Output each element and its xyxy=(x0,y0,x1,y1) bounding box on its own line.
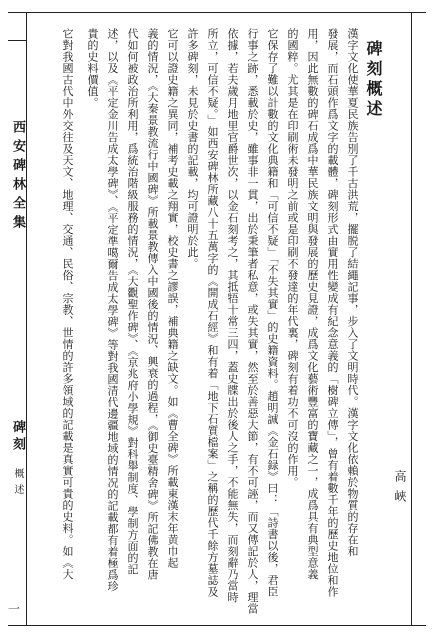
article-author: 高峽 xyxy=(393,470,407,510)
page-number: 一 xyxy=(8,602,21,616)
text-column: 它保存了難以計數的文化典籍和「可信不疑」「不失其實」的史籍資料。趙明誠《金石録》曰：「詩書以後，君臣 xyxy=(266,28,279,598)
text-column: 義的情況，《大秦景教流行中國碑》所載景教傳入中國後的情況、興衰的過程，《御史臺精舍碑》所記佛教在唐 xyxy=(146,28,159,581)
text-column: 用，因此無數的碑石成爲中華民族文明與發展的歷史見證，成爲文化藝術豐富的寶藏之一，成爲具有典型意義 xyxy=(306,28,319,580)
article-title: 碑刻概述 xyxy=(364,40,383,120)
title-rule xyxy=(411,12,412,626)
spine-header-rule xyxy=(8,40,26,41)
text-column: 它對我國古代中外交往及天文、地理、交通、民俗、宗教、世情的許多領域的記載是真實可貴的史料。如《大 xyxy=(61,28,74,580)
book-title-spine: 西安碑林全集 xyxy=(10,120,25,234)
text-column: 的國粹。尤其是在印刷術未發明之前或是印刷不發達的年代裏，碑刻有着功不可沒的作用。 xyxy=(286,28,299,488)
text-column: 發展，而石頭作爲文字的載體，碑刻形式由實用性變成有紀念意義的「樹碑立傳」，曾有着數千年的歷史地位和作 xyxy=(326,28,339,598)
text-column: 代如何被政治所利用，爲統治階級服務的情況，《大觀聖作碑》、《京兆府小學規》對科舉制度、學制方面的記 xyxy=(126,28,139,575)
text-column: 它可以證史籍之異同，補考史載之翔實，校史書之謬誤，補典籍之缺文。如《曹全碑》所載東漢末年黄巾起 xyxy=(166,28,179,569)
text-column: 依據，若夫歲月地里官爵世次，以金石刻考之，其抵牾十常三四，蓋史牒出於後人之手，不能無失，而刻辭乃當時 xyxy=(226,28,239,603)
section-title-spine: 碑刻 xyxy=(10,420,25,454)
text-column: 行事之跡，悉載於史，雖事非一貫，出於秉筆者私意，或失其實，然至於善惡大節，有不可誣，而又傳記於人，理當 xyxy=(246,28,259,615)
bottom-border xyxy=(8,625,426,626)
text-column: 許多碑刻，未見於史書的記載，均可證明於此。 xyxy=(186,28,199,270)
text-column: 述，以及《平定金川告成太學碑》、《平定準噶爾告成太學碑》等對我國清代邊疆地域的情况的記載都有着極爲珍 xyxy=(106,28,119,592)
section-sub-spine: 概述 xyxy=(12,468,23,500)
text-column: 貴的史料價值。 xyxy=(86,28,99,109)
top-border xyxy=(8,12,426,13)
text-column: 漢字文化使華夏民族告別了千古洪荒，擺脱了結繩記事，步入了文明時代。漢字文化依賴於物質的存在和 xyxy=(346,28,359,557)
text-column: 所立，可信不疑。」如西安碑林所藏八十五萬字的《開成石經》和有着「地下石質檔案」之稱的歷代千餘方墓誌及 xyxy=(206,28,219,598)
spine-rule xyxy=(26,12,27,626)
